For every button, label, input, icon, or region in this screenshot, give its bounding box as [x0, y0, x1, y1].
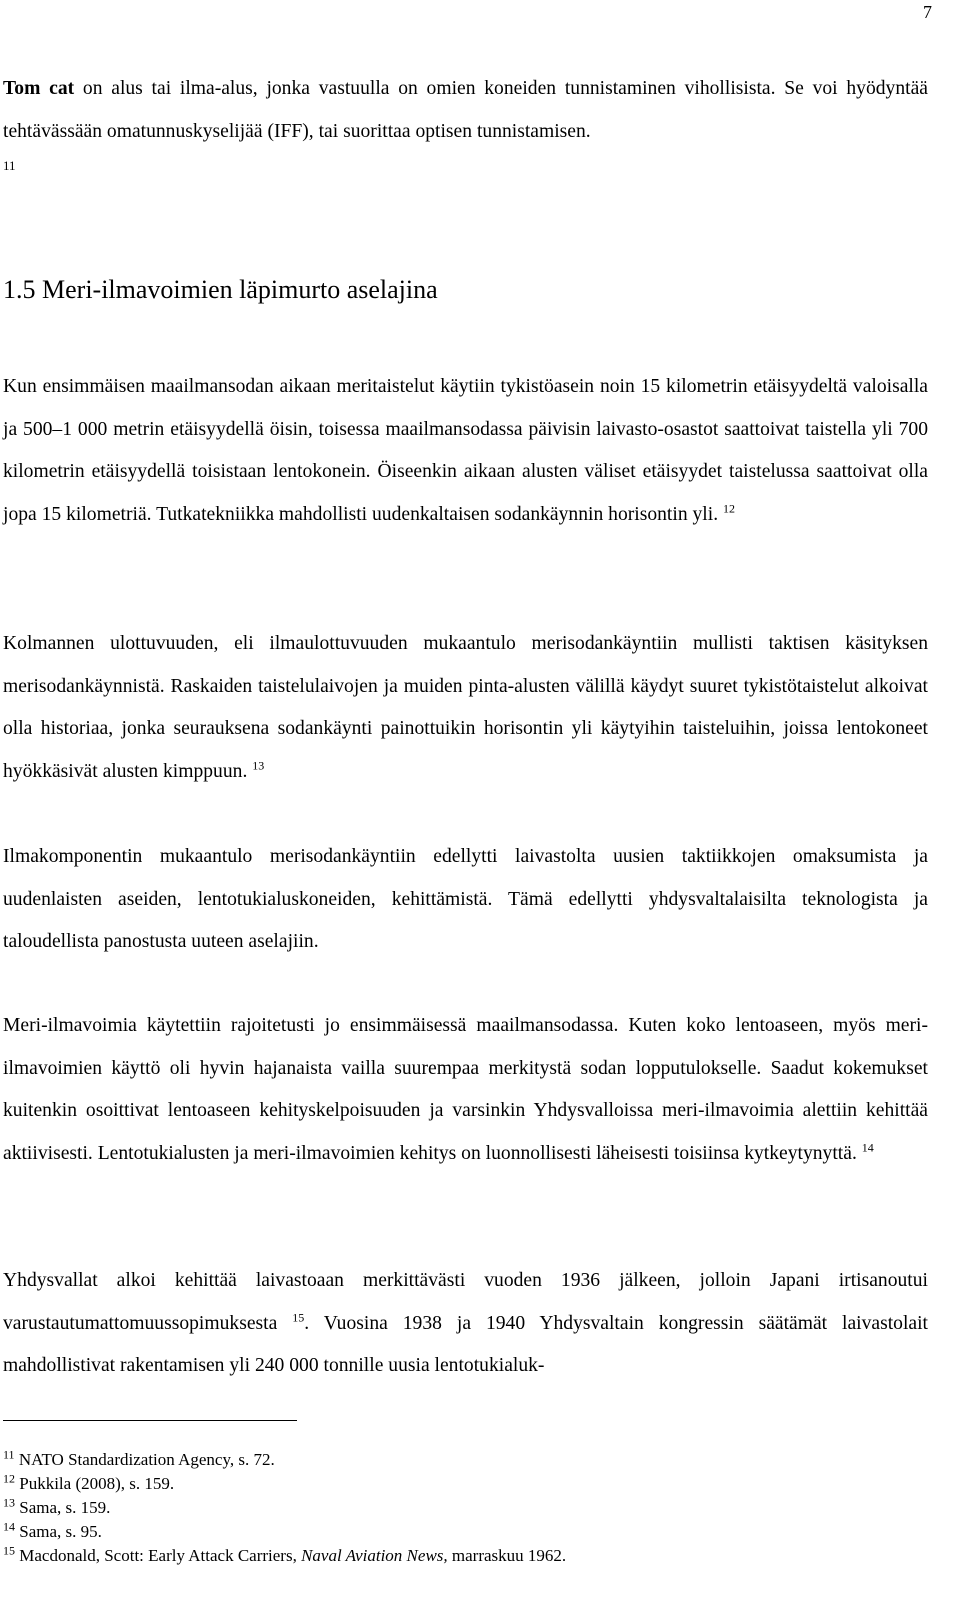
intro-text: on alus tai ilma-alus, jonka vastuulla on omien koneiden tunnistaminen vihollisista. Se voi hyödyntää tehtävässään omatunnuskyselijää (IFF), tai suorittaa optisen tunnistamisen. — [3, 78, 928, 142]
page-number: 7 — [923, 2, 932, 22]
footnote-number: 12 — [3, 1471, 15, 1486]
footnote-ref-15: 15 — [292, 1309, 305, 1324]
footnote-13 — [3, 1496, 928, 1520]
footnote-publication-title: Naval Aviation News, — [301, 1546, 448, 1565]
paragraph-1 — [3, 366, 928, 536]
term-tom-cat: Tom cat — [3, 78, 75, 99]
intro-paragraph — [3, 68, 928, 179]
footnote-ref-12: 12 — [723, 500, 736, 515]
paragraph-5 — [3, 1260, 928, 1388]
footnote-ref-13: 13 — [252, 757, 265, 772]
footnote-15 — [3, 1544, 928, 1568]
footnote-separator — [3, 1420, 297, 1421]
paragraph-3 — [3, 836, 928, 964]
footnote-12 — [3, 1472, 928, 1496]
footnote-text: Pukkila (2008), s. 159. — [19, 1474, 175, 1493]
footnote-14 — [3, 1520, 928, 1544]
footnote-list — [3, 1448, 928, 1568]
paragraph-text-continued: . Vuosina 1938 ja 1940 Yhdysvaltain kongressin säätämät laivastolait mahdollistivat rakentamisen yli 240 000 tonnille uusia lentotukialuk- — [3, 1312, 929, 1376]
footnote-number: 15 — [3, 1543, 15, 1558]
footnote-number: 13 — [3, 1495, 15, 1510]
footnote-text-continued: marraskuu 1962. — [447, 1546, 567, 1565]
footnote-number: 14 — [3, 1519, 15, 1534]
paragraph-text: Meri-ilmavoimia käytettiin rajoitetusti jo ensimmäisessä maailmansodassa. Kuten koko lentoaseen, myös meri-ilmavoimien käyttö oli hyvin hajanaista vailla suurempaa merkitystä sodan lopputulokselle. Saadut kokemukset kuitenkin osoittivat lentoaseen kehityskelpoisuuden ja varsinkin Yhdysvalloissa meri-ilmavoimia alettiin kehittää aktiivisesti. Lentotukialusten ja meri-ilmavoimien kehitys on luonnollisesti läheisesti toisiinsa kytkeytynyttä. — [3, 1015, 928, 1164]
footnote-ref-14: 14 — [861, 1139, 874, 1154]
paragraph-4 — [3, 1005, 928, 1175]
footnote-11 — [3, 1448, 928, 1472]
paragraph-text: Kolmannen ulottuvuuden, eli ilmaulottuvuuden mukaantulo merisodankäyntiin mullisti taktisen käsityksen merisodankäynnistä. Raskaiden taistelulaivojen ja muiden pinta-alusten välillä käydyt suuret tykistötaistelut alkoivat olla historiaa, jonka seurauksena sodankäynti painottuikin horisontin yli käytyihin taisteluihin, joissa lentokoneet hyökkäsivät alusten kimppuun. — [3, 633, 928, 782]
paragraph-2 — [3, 623, 928, 793]
paragraph-text: Kun ensimmäisen maailmansodan aikaan meritaistelut käytiin tykistöasein noin 15 kilometrin etäisyydeltä valoisalla ja 500–1 000 metrin etäisyydellä öisin, toisessa maailmansodassa päivisin laivasto-osastot saattoivat taistella yli 700 kilometrin etäisyydellä toisistaan lentokonein. Öiseenkin aikaan alusten väliset etäisyydet taistelussa saattoivat olla jopa 15 kilometriä. Tutkatekniikka mahdollisti uudenkaltaisen sodankäynnin horisontin yli. — [3, 376, 928, 525]
paragraph-text: Ilmakomponentin mukaantulo merisodankäyntiin edellytti laivastolta uusien taktiikkojen omaksumista ja uudenlaisten aseiden, lentotukialuskoneiden, kehittämistä. Tämä edellytti yhdysvaltalaisilta teknologista ja taloudellista panostusta uuteen aselajiin. — [3, 846, 928, 952]
footnote-text: Macdonald, Scott: Early Attack Carriers, — [19, 1546, 302, 1565]
footnote-text: NATO Standardization Agency, s. 72. — [18, 1450, 275, 1469]
section-heading: 1.5 Meri-ilmavoimien läpimurto aselajina — [3, 275, 438, 304]
footnote-text: Sama, s. 159. — [19, 1498, 111, 1517]
footnote-number: 11 — [3, 1447, 15, 1462]
footnote-ref-11: 11 — [3, 158, 16, 173]
paragraph-text: Yhdysvallat alkoi kehittää laivastoaan merkittävästi vuoden 1936 jälkeen, jolloin Japani irtisanoutui varustautumattomuussopimuksesta — [3, 1270, 928, 1334]
footnote-text: Sama, s. 95. — [19, 1522, 102, 1541]
